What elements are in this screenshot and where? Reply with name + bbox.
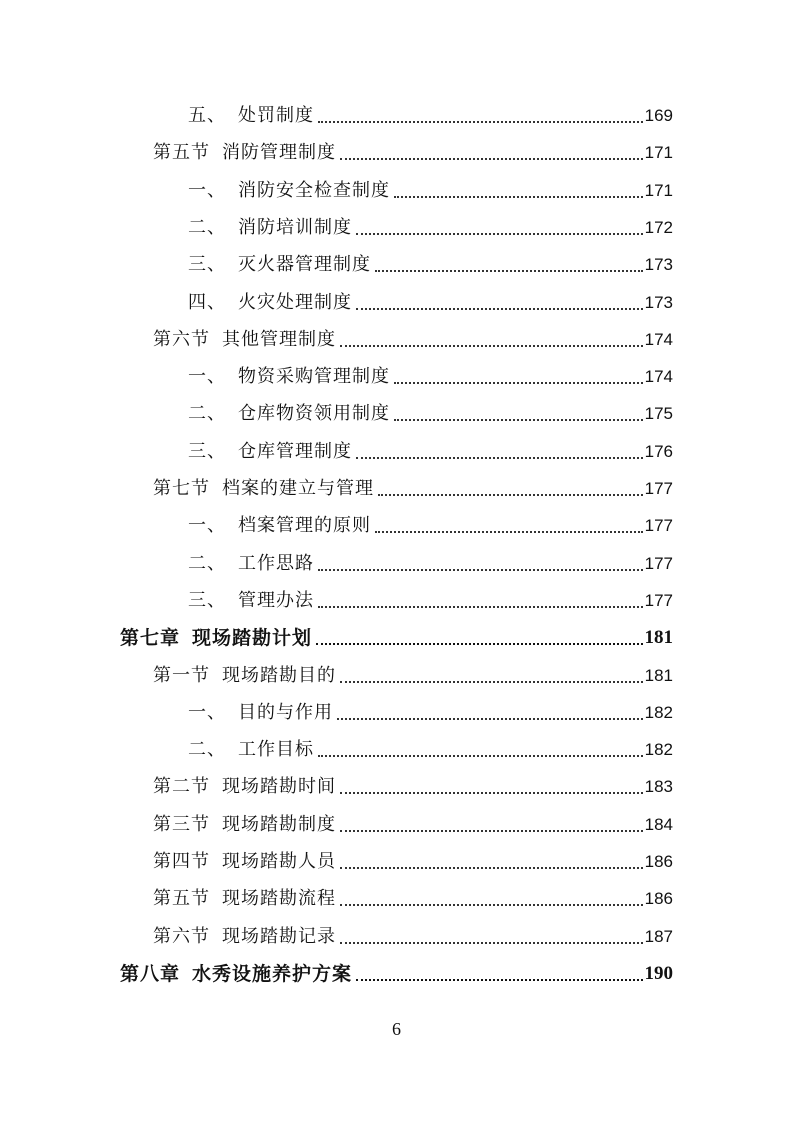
toc-entry-page-number: 176: [644, 442, 673, 461]
toc-entry-number: 一、: [188, 180, 226, 201]
page-number: 6: [392, 1019, 401, 1039]
dot-leader: [340, 857, 643, 869]
toc-entry-number: 二、: [188, 217, 226, 238]
toc-section-entry[interactable]: [153, 883, 673, 911]
dot-leader: [318, 559, 643, 571]
toc-entry-number: 第四节: [153, 851, 210, 872]
toc-entry-number: 第五节: [153, 888, 210, 909]
toc-section-entry[interactable]: [153, 324, 673, 352]
toc-entry-title: 目的与作用: [238, 702, 333, 723]
toc-entry-number: 第六节: [153, 329, 210, 350]
toc-entry-page-number: 190: [644, 963, 673, 984]
toc-entry-label: [153, 477, 374, 501]
dot-leader: [318, 111, 643, 123]
dot-leader: [356, 298, 643, 310]
toc-entry-page-number: 184: [644, 815, 673, 834]
toc-entry-page-number: 173: [644, 293, 673, 312]
toc-entry-number: 二、: [188, 739, 226, 760]
toc-entry-title: 档案管理的原则: [238, 515, 371, 536]
toc-entry-title: 仓库管理制度: [238, 441, 352, 462]
dot-leader: [340, 932, 643, 944]
toc-entry-title: 现场踏勘计划: [192, 627, 313, 649]
toc-entry-title: 档案的建立与管理: [222, 478, 374, 499]
toc-entry-page-number: 186: [644, 852, 673, 871]
toc-entry-number: 三、: [188, 441, 226, 462]
dot-leader: [394, 409, 643, 421]
dot-leader: [378, 484, 643, 496]
toc-entry-title: 仓库物资领用制度: [238, 403, 390, 424]
toc-subsection-entry[interactable]: [188, 100, 673, 128]
toc-entry-number: 第五节: [153, 142, 210, 163]
dot-leader: [340, 820, 643, 832]
dot-leader: [316, 633, 642, 645]
toc-entry-label: [188, 514, 371, 538]
toc-chapter-entry[interactable]: [120, 958, 673, 986]
toc-entry-title: 现场踏勘人员: [222, 851, 336, 872]
toc-entry-page-number: 171: [644, 181, 673, 200]
toc-entry-page-number: 174: [644, 330, 673, 349]
toc-entry-label: [188, 291, 352, 315]
toc-subsection-entry[interactable]: [188, 510, 673, 538]
toc-entry-label: [188, 552, 314, 576]
dot-leader: [340, 148, 643, 160]
toc-entry-number: 四、: [188, 292, 226, 313]
toc-entry-page-number: 172: [644, 218, 673, 237]
toc-entry-page-number: 183: [644, 777, 673, 796]
toc-entry-page-number: 169: [644, 106, 673, 125]
toc-entry-title: 现场踏勘流程: [222, 888, 336, 909]
dot-leader: [375, 260, 643, 272]
toc-subsection-entry[interactable]: [188, 436, 673, 464]
dot-leader: [356, 223, 643, 235]
toc-entry-page-number: 177: [644, 591, 673, 610]
toc-entry-title: 现场踏勘时间: [222, 776, 336, 797]
toc-entry-number: 三、: [188, 590, 226, 611]
dot-leader: [318, 596, 643, 608]
toc-entry-label: [153, 141, 336, 165]
toc-entry-label: [153, 775, 336, 799]
toc-entry-number: 第八章: [120, 963, 181, 985]
toc-entry-label: [188, 701, 333, 725]
dot-leader: [340, 782, 643, 794]
toc-subsection-entry[interactable]: [188, 175, 673, 203]
toc-entry-label: [153, 850, 336, 874]
toc-entry-page-number: 177: [644, 554, 673, 573]
dot-leader: [394, 372, 643, 384]
dot-leader: [356, 447, 643, 459]
toc-entry-title: 现场踏勘记录: [222, 926, 336, 947]
toc-entry-page-number: 181: [644, 666, 673, 685]
toc-entry-page-number: 174: [644, 367, 673, 386]
toc-entry-number: 第七节: [153, 478, 210, 499]
toc-entry-title: 其他管理制度: [222, 329, 336, 350]
toc-entry-page-number: 181: [644, 627, 673, 648]
toc-section-entry[interactable]: [153, 660, 673, 688]
toc-entry-number: 三、: [188, 254, 226, 275]
toc-entry-number: 二、: [188, 553, 226, 574]
toc-subsection-entry[interactable]: [188, 361, 673, 389]
dot-leader: [337, 708, 643, 720]
toc-entry-page-number: 175: [644, 404, 673, 423]
toc-section-entry[interactable]: [153, 771, 673, 799]
toc-subsection-entry[interactable]: [188, 585, 673, 613]
dot-leader: [356, 969, 642, 981]
dot-leader: [340, 335, 643, 347]
toc-entry-label: [120, 962, 352, 986]
toc-entry-number: 一、: [188, 366, 226, 387]
toc-entry-label: [188, 402, 390, 426]
toc-entry-number: 一、: [188, 515, 226, 536]
toc-entry-number: 第六节: [153, 926, 210, 947]
toc-entry-label: [188, 365, 390, 389]
toc-chapter-entry[interactable]: [120, 622, 673, 650]
toc-entry-label: [188, 179, 390, 203]
toc-entry-title: 消防安全检查制度: [238, 180, 390, 201]
toc-entry-title: 工作目标: [238, 739, 314, 760]
toc-entry-label: [153, 887, 336, 911]
dot-leader: [394, 186, 643, 198]
toc-entry-title: 处罚制度: [238, 105, 314, 126]
toc-entry-page-number: 173: [644, 255, 673, 274]
toc-entry-title: 物资采购管理制度: [238, 366, 390, 387]
toc-entry-title: 现场踏勘目的: [222, 665, 336, 686]
toc-entry-page-number: 177: [644, 479, 673, 498]
toc-entry-number: 第三节: [153, 814, 210, 835]
toc-entry-title: 现场踏勘制度: [222, 814, 336, 835]
toc-section-entry[interactable]: [153, 137, 673, 165]
toc-entry-title: 火灾处理制度: [238, 292, 352, 313]
toc-entry-page-number: 182: [644, 740, 673, 759]
toc-entry-title: 水秀设施养护方案: [192, 963, 353, 985]
toc-entry-title: 管理办法: [238, 590, 314, 611]
toc-entry-title: 工作思路: [238, 553, 314, 574]
toc-section-entry[interactable]: [153, 921, 673, 949]
toc-entry-number: 第七章: [120, 627, 181, 649]
toc-entry-label: [188, 440, 352, 464]
toc-entry-label: [188, 104, 314, 128]
toc-subsection-entry[interactable]: [188, 548, 673, 576]
toc-subsection-entry[interactable]: [188, 697, 673, 725]
dot-leader: [340, 671, 643, 683]
toc-entry-title: 灭火器管理制度: [238, 254, 371, 275]
toc-entry-label: [188, 253, 371, 277]
toc-entry-label: [153, 664, 336, 688]
toc-subsection-entry[interactable]: [188, 734, 673, 762]
toc-section-entry[interactable]: [153, 846, 673, 874]
toc-entry-label: [153, 813, 336, 837]
toc-section-entry[interactable]: [153, 809, 673, 837]
toc-subsection-entry[interactable]: [188, 398, 673, 426]
toc-entry-page-number: 182: [644, 703, 673, 722]
toc-subsection-entry[interactable]: [188, 287, 673, 315]
toc-entry-label: [153, 328, 336, 352]
toc-subsection-entry[interactable]: [188, 212, 673, 240]
toc-entry-label: [188, 589, 314, 613]
toc-entry-label: [188, 738, 314, 762]
toc-entry-number: 二、: [188, 403, 226, 424]
dot-leader: [375, 521, 643, 533]
toc-entry-page-number: 177: [644, 516, 673, 535]
toc-entry-label: [188, 216, 352, 240]
toc-entry-page-number: 187: [644, 927, 673, 946]
toc-subsection-entry[interactable]: [188, 249, 673, 277]
toc-entry-number: 第二节: [153, 776, 210, 797]
toc-entry-title: 消防培训制度: [238, 217, 352, 238]
toc-entry-page-number: 171: [644, 143, 673, 162]
dot-leader: [340, 894, 643, 906]
toc-entry-title: 消防管理制度: [222, 142, 336, 163]
toc-entry-number: 五、: [188, 105, 226, 126]
toc-entry-label: [120, 626, 312, 650]
dot-leader: [318, 745, 643, 757]
toc-entry-number: 第一节: [153, 665, 210, 686]
toc-section-entry[interactable]: [153, 473, 673, 501]
toc-entry-number: 一、: [188, 702, 226, 723]
toc-entry-page-number: 186: [644, 889, 673, 908]
toc-entry-label: [153, 925, 336, 949]
